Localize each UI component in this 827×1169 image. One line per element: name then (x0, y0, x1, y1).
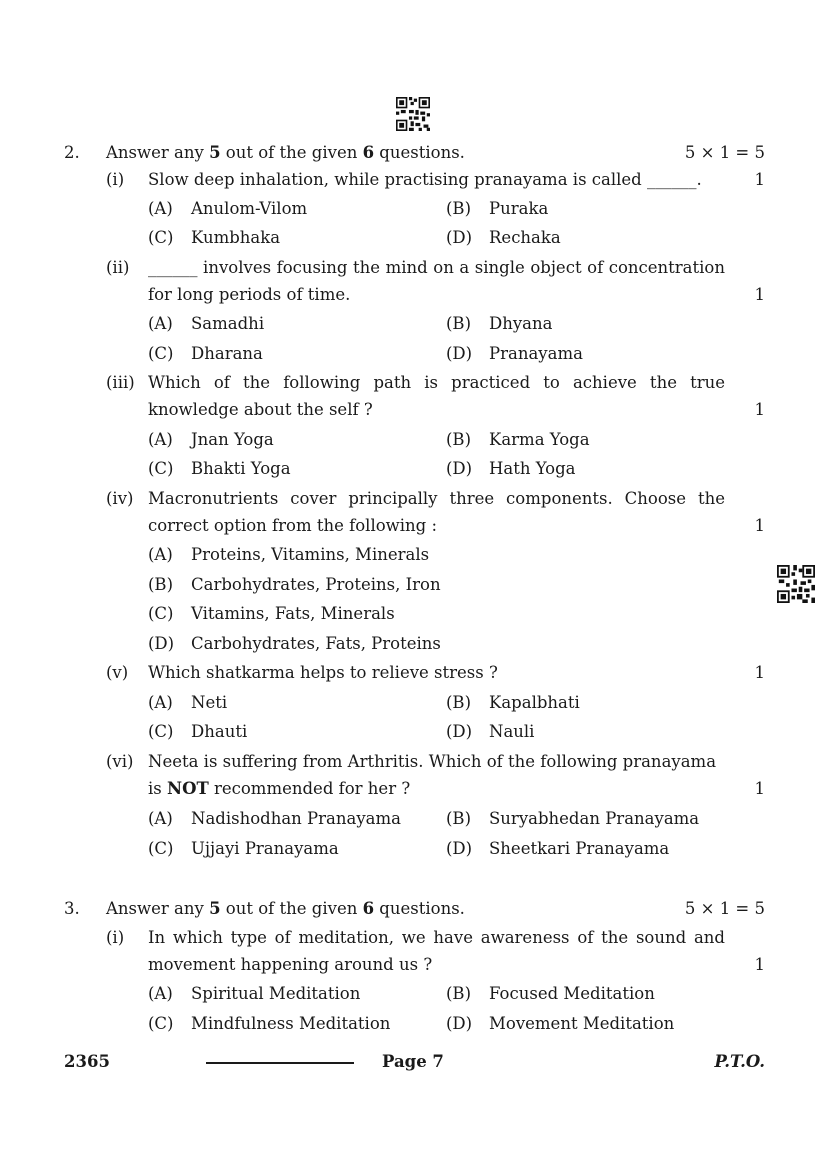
option-text: Vitamins, Fats, Minerals (191, 604, 395, 623)
option (446, 430, 590, 449)
option (446, 228, 561, 247)
option-text: Ujjayi Pranayama (191, 839, 339, 858)
text: recommended for her ? (208, 779, 411, 798)
option-label: (C) (148, 228, 174, 247)
option-text: Kapalbhati (489, 693, 580, 712)
option-label: (B) (446, 809, 471, 828)
option-text: Neti (191, 693, 228, 712)
option (148, 604, 395, 623)
option-text: Dharana (191, 344, 263, 363)
instruction-text: questions. (374, 899, 465, 918)
instruction-text: questions. (374, 143, 465, 162)
option-label: (B) (446, 430, 471, 449)
option-text: Puraka (489, 199, 549, 218)
option-label: (C) (148, 839, 174, 858)
option (148, 809, 401, 828)
option (148, 228, 280, 247)
option-text: Nadishodhan Pranayama (191, 809, 401, 828)
option (148, 839, 339, 858)
subquestion-text (148, 779, 410, 798)
subquestion-number: (v) (106, 663, 129, 682)
subquestion-number: (ii) (106, 258, 130, 277)
pto-label: P.T.O. (714, 1052, 765, 1071)
option (148, 693, 227, 712)
option (446, 199, 548, 218)
question-3-instruction (106, 899, 465, 918)
subquestion-number: (iii) (106, 373, 135, 392)
option-label: (A) (148, 693, 173, 712)
subquestion-text: Which shatkarma helps to relieve stress ? (148, 663, 498, 682)
subquestion-number: (i) (106, 928, 125, 947)
option-text: Samadhi (191, 314, 265, 333)
subquestion-text: Neeta is suffering from Arthritis. Which of the following pranayama (148, 752, 717, 771)
option-text: Pranayama (489, 344, 583, 363)
option-text: Bhakti Yoga (191, 459, 291, 478)
instruction-text: out of the given (220, 899, 363, 918)
subquestion-text: movement happening around us ? (148, 955, 433, 974)
qr-code-top (396, 97, 430, 131)
option-label: (A) (148, 199, 173, 218)
option-text: Karma Yoga (489, 430, 590, 449)
subquestion-text: Which of the following path is practiced to achieve the true (148, 373, 725, 392)
option-label: (B) (446, 984, 471, 1003)
option-label: (B) (148, 575, 173, 594)
option-text: Focused Meditation (489, 984, 655, 1003)
option-text: Anulom-Vilom (191, 199, 308, 218)
option-label: (C) (148, 344, 174, 363)
option-label: (A) (148, 809, 173, 828)
option-text: Kumbhaka (191, 228, 281, 247)
subquestion-text: In which type of meditation, we have awareness of the sound and (148, 928, 725, 947)
subquestion-text: correct option from the following : (148, 516, 438, 535)
option-label: (A) (148, 430, 173, 449)
subquestion-mark: 1 (754, 400, 765, 419)
option-text: Mindfulness Meditation (191, 1014, 391, 1033)
option (148, 430, 274, 449)
text: is (148, 779, 167, 798)
option-label: (C) (148, 722, 174, 741)
page-number: Page 7 (382, 1052, 444, 1071)
option-text: Movement Meditation (489, 1014, 675, 1033)
instruction-total: 6 (362, 899, 375, 918)
option (446, 722, 534, 741)
option (446, 693, 580, 712)
option (446, 809, 699, 828)
option-label: (A) (148, 314, 173, 333)
option (148, 199, 307, 218)
option-label: (D) (446, 344, 473, 363)
option-label: (D) (446, 722, 473, 741)
instruction-total: 6 (362, 143, 375, 162)
option (446, 1014, 674, 1033)
option-text: Dhauti (191, 722, 248, 741)
option (446, 344, 583, 363)
option-label: (B) (446, 199, 471, 218)
option-text: Proteins, Vitamins, Minerals (191, 545, 430, 564)
option-label: (B) (446, 693, 471, 712)
option-text: Spiritual Meditation (191, 984, 361, 1003)
instruction-count: 5 (209, 899, 221, 918)
subquestion-text: Slow deep inhalation, while practising pranayama is called ______. (148, 170, 702, 189)
option-text: Dhyana (489, 314, 553, 333)
subquestion-mark: 1 (754, 779, 765, 798)
subquestion-text: ______ involves focusing the mind on a single object of concentration (148, 258, 725, 277)
option-text: Hath Yoga (489, 459, 576, 478)
option-label: (D) (148, 634, 175, 653)
subquestion-mark: 1 (754, 516, 765, 535)
option-label: (C) (148, 459, 174, 478)
option-text: Suryabhedan Pranayama (489, 809, 700, 828)
paper-code: 2365 (64, 1052, 110, 1071)
instruction-text: out of the given (220, 143, 363, 162)
option (446, 314, 552, 333)
instruction-text: Answer any (106, 143, 210, 162)
option-text: Nauli (489, 722, 535, 741)
option (148, 314, 264, 333)
subquestion-text: Macronutrients cover principally three components. Choose the (148, 489, 725, 508)
option-text: Carbohydrates, Proteins, Iron (191, 575, 441, 594)
emphasis-text: NOT (167, 779, 209, 798)
option (446, 984, 655, 1003)
option-text: Sheetkari Pranayama (489, 839, 670, 858)
option-label: (B) (446, 314, 471, 333)
option (148, 545, 429, 564)
option-label: (D) (446, 459, 473, 478)
question-3-marks: 5 × 1 = 5 (684, 899, 765, 918)
subquestion-text: for long periods of time. (148, 285, 351, 304)
subquestion-text: knowledge about the self ? (148, 400, 373, 419)
instruction-text: Answer any (106, 899, 210, 918)
option-label: (D) (446, 839, 473, 858)
question-2-instruction (106, 143, 465, 162)
instruction-count: 5 (209, 143, 221, 162)
option (148, 575, 441, 594)
option-text: Carbohydrates, Fats, Proteins (191, 634, 441, 653)
footer-rule (206, 1062, 354, 1064)
option-label: (D) (446, 228, 473, 247)
subquestion-mark: 1 (754, 663, 765, 682)
question-2-number: 2. (64, 143, 80, 162)
option (446, 839, 669, 858)
option (148, 722, 247, 741)
option-label: (D) (446, 1014, 473, 1033)
option (148, 1014, 390, 1033)
qr-code-side (776, 565, 816, 603)
option-label: (C) (148, 604, 174, 623)
question-2-marks: 5 × 1 = 5 (684, 143, 765, 162)
subquestion-number: (vi) (106, 752, 134, 771)
subquestion-number: (iv) (106, 489, 134, 508)
subquestion-number: (i) (106, 170, 125, 189)
subquestion-mark: 1 (754, 285, 765, 304)
option-text: Jnan Yoga (191, 430, 274, 449)
option-label: (A) (148, 545, 173, 564)
option-label: (A) (148, 984, 173, 1003)
option (148, 459, 291, 478)
option-text: Rechaka (489, 228, 561, 247)
option (148, 344, 263, 363)
subquestion-mark: 1 (754, 955, 765, 974)
question-3-number: 3. (64, 899, 80, 918)
option-label: (C) (148, 1014, 174, 1033)
option (148, 984, 360, 1003)
option (148, 634, 441, 653)
option (446, 459, 576, 478)
subquestion-mark: 1 (754, 170, 765, 189)
